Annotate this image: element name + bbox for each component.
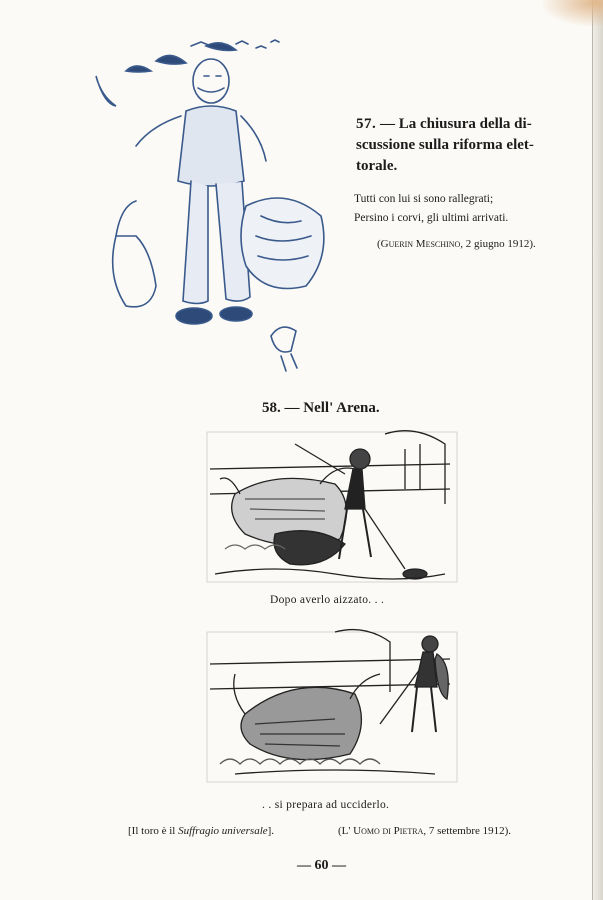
cartoon-57-title [356,114,582,177]
cartoon-58-title [262,400,380,417]
note-italic: Suffragio universale [178,825,268,837]
caption-bottom: . . si prepara ad ucciderlo. [262,799,390,811]
cartoon-58-title-text: — Nell' Arena. [284,400,380,416]
verse-line-1: Tutti con lui si sono rallegrati; [354,193,494,205]
illustration-bullfight-bottom [205,624,460,789]
citation-source: Guerin Meschino [380,238,461,250]
citation-open: (L' [338,825,354,837]
cartoon-58-number: 58. [262,400,281,416]
corner-stain [543,0,603,26]
caption-top: Dopo averlo aizzato. . . [270,594,385,606]
page-edge [592,0,603,900]
verse-line-2: Persino i corvi, gli ultimi arrivati. [354,212,509,224]
page-number: — 60 — [297,858,346,873]
citation-open: ( [377,238,381,250]
citation-date: , 2 giugno 1912). [460,238,536,250]
cartoon-58-note [128,825,274,837]
cartoon-57-title-line3: torale. [356,158,398,174]
cartoon-57-title-line1: — La chiusura della di- [380,116,532,132]
cartoon-57-verse [354,190,584,228]
note-close: ]. [267,825,275,837]
cartoon-57-number: 57. [356,116,377,132]
illustration-bullfight-top [205,424,460,589]
cartoon-57-title-line2: scussione sulla riforma elet- [356,137,534,153]
citation-source: Uomo di Pietra [353,825,424,837]
citation-date: , 7 settembre 1912). [423,825,512,837]
cartoon-58-citation [338,825,511,837]
cartoon-57-citation [377,238,587,250]
note-open: [Il toro è il [128,825,179,837]
illustration-man-with-birds [86,36,336,376]
